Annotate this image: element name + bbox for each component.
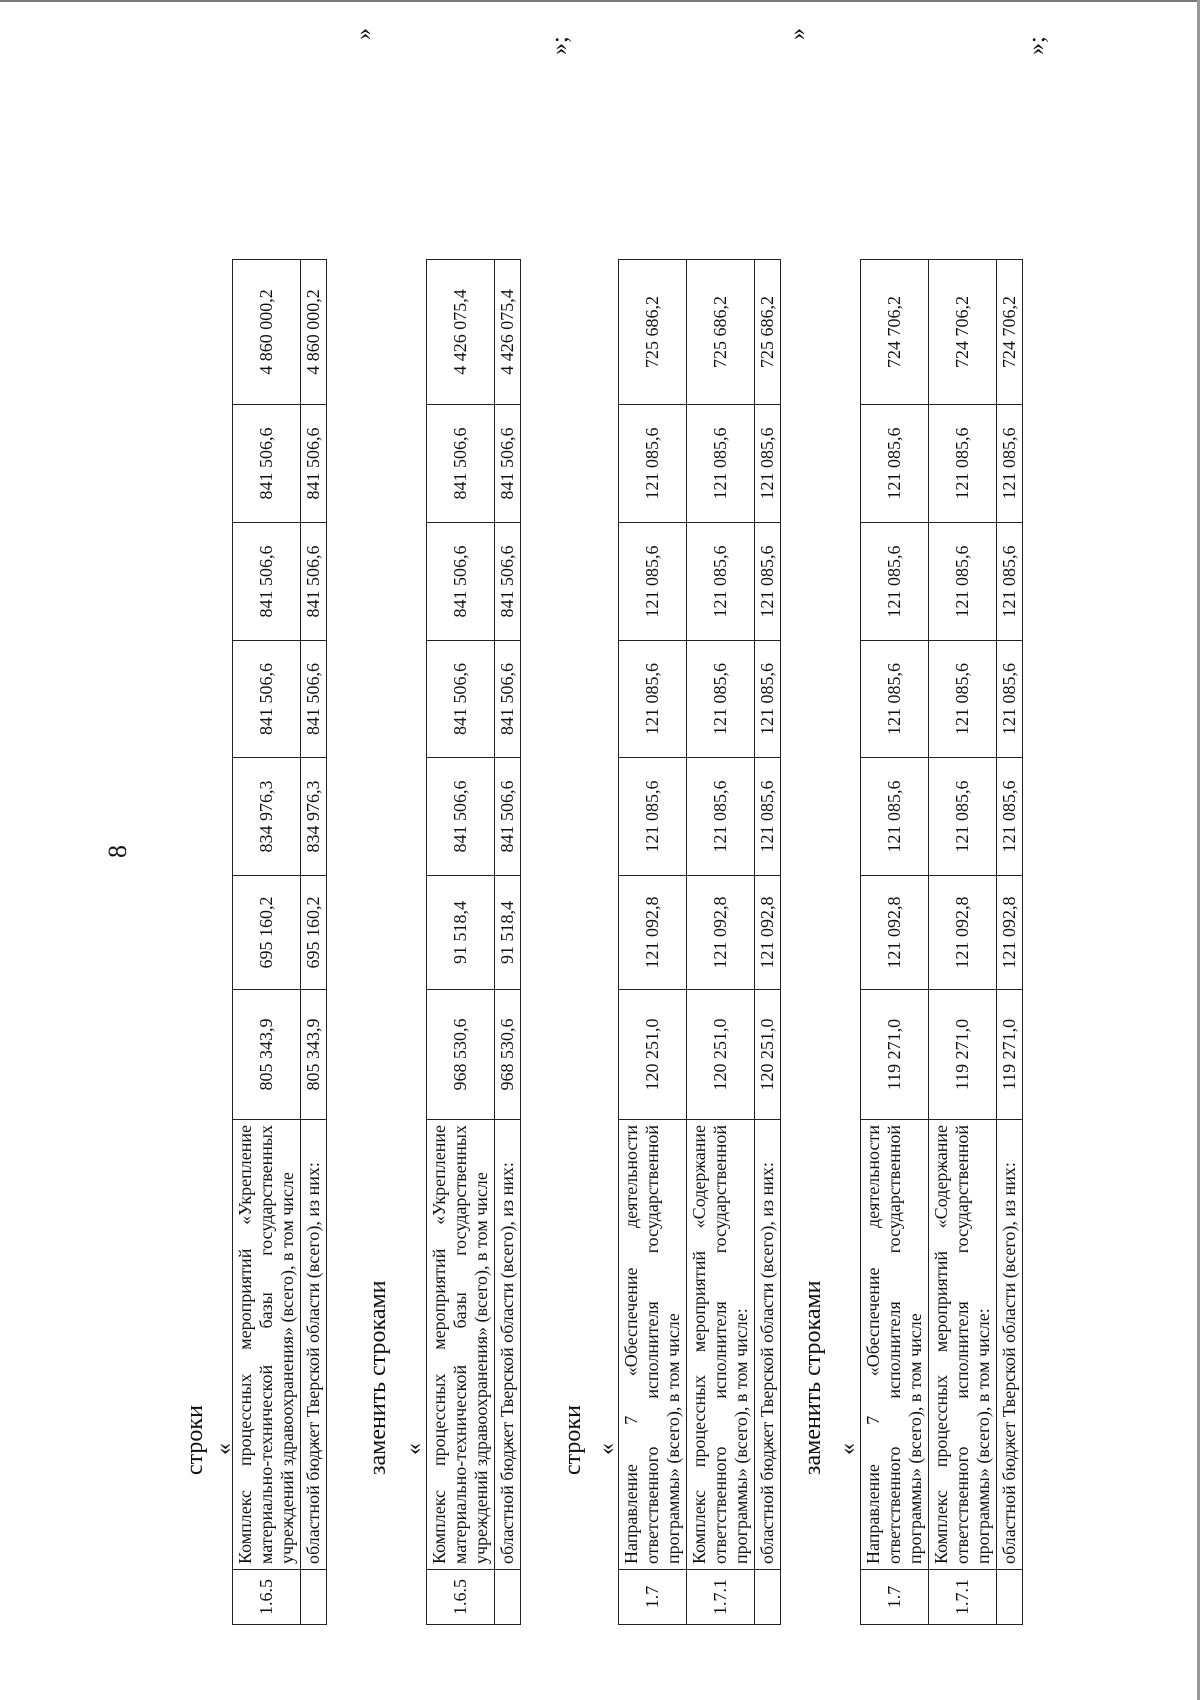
row-number: 1.7.1 (929, 1570, 997, 1625)
row-number (755, 1570, 781, 1625)
row-description: Комплекс процессных мероприятий «Содержание ответственного исполнителя государственной программы» (всего), в том числе: (929, 1120, 997, 1570)
value-cell: 121 085,6 (997, 523, 1023, 641)
close-quote-1: » (351, 28, 377, 40)
value-cell: 841 506,6 (495, 641, 521, 758)
value-cell: 121 085,6 (687, 641, 755, 758)
table-row (301, 260, 327, 1625)
value-cell: 119 271,0 (861, 990, 929, 1120)
value-cell: 968 530,6 (427, 990, 495, 1120)
row-number: 1.7.1 (687, 1570, 755, 1625)
value-cell: 121 092,8 (997, 876, 1023, 990)
value-cell: 120 251,0 (619, 990, 687, 1120)
value-cell: 4 426 075,4 (495, 260, 521, 405)
value-cell: 121 085,6 (619, 405, 687, 523)
table-row (495, 260, 521, 1625)
table-2-body (427, 260, 521, 1625)
row-description: областной бюджет Тверской области (всего), из них: (301, 1120, 327, 1570)
table-1 (232, 259, 327, 1625)
value-cell: 121 085,6 (755, 405, 781, 523)
value-cell: 119 271,0 (929, 990, 997, 1120)
row-description: Направление 7 «Обеспечение деятельности ответственного исполнителя государственной программы» (всего), в том числе (861, 1120, 929, 1570)
value-cell: 121 092,8 (619, 876, 687, 990)
value-cell: 841 506,6 (427, 523, 495, 641)
value-cell: 968 530,6 (495, 990, 521, 1120)
row-number (301, 1570, 327, 1625)
value-cell: 121 092,8 (929, 876, 997, 990)
value-cell: 121 085,6 (861, 523, 929, 641)
close-quote-4: »; (1024, 36, 1050, 55)
value-cell: 121 085,6 (619, 641, 687, 758)
value-cell: 4 426 075,4 (427, 260, 495, 405)
table-row (619, 260, 687, 1625)
table-row (755, 260, 781, 1625)
row-description: областной бюджет Тверской области (всего), из них: (495, 1120, 521, 1570)
value-cell: 120 251,0 (755, 990, 781, 1120)
value-cell: 121 085,6 (929, 523, 997, 641)
value-cell: 119 271,0 (997, 990, 1023, 1120)
value-cell: 841 506,6 (233, 523, 301, 641)
value-cell: 121 085,6 (861, 758, 929, 876)
table-4-body (861, 260, 1023, 1625)
value-cell: 91 518,4 (495, 876, 521, 990)
value-cell: 841 506,6 (427, 405, 495, 523)
value-cell: 121 085,6 (687, 758, 755, 876)
close-quote-2: »; (547, 36, 573, 55)
value-cell: 120 251,0 (687, 990, 755, 1120)
row-number: 1.6.5 (233, 1570, 301, 1625)
value-cell: 121 085,6 (619, 523, 687, 641)
table-row (929, 260, 997, 1625)
value-cell: 121 085,6 (929, 405, 997, 523)
row-number: 1.6.5 (427, 1570, 495, 1625)
value-cell: 121 092,8 (861, 876, 929, 990)
label-stroki-1: строки (182, 1405, 208, 1475)
value-cell: 834 976,3 (301, 758, 327, 876)
open-quote-4: « (835, 1443, 861, 1455)
row-description: Направление 7 «Обеспечение деятельности ответственного исполнителя государственной программы» (всего), в том числе (619, 1120, 687, 1570)
value-cell: 725 686,2 (687, 260, 755, 405)
value-cell: 121 085,6 (755, 758, 781, 876)
label-stroki-2: строки (560, 1405, 586, 1475)
value-cell: 724 706,2 (929, 260, 997, 405)
page-number: 8 (103, 845, 132, 858)
value-cell: 725 686,2 (619, 260, 687, 405)
value-cell: 841 506,6 (233, 641, 301, 758)
value-cell: 121 085,6 (687, 405, 755, 523)
value-cell: 841 506,6 (427, 758, 495, 876)
table-2 (426, 259, 521, 1625)
value-cell: 121 085,6 (755, 523, 781, 641)
value-cell: 121 092,8 (755, 876, 781, 990)
value-cell: 841 506,6 (495, 405, 521, 523)
value-cell: 841 506,6 (495, 523, 521, 641)
table-1-body (233, 260, 327, 1625)
value-cell: 121 085,6 (929, 758, 997, 876)
table-row (233, 260, 301, 1625)
value-cell: 121 085,6 (997, 758, 1023, 876)
value-cell: 121 085,6 (929, 641, 997, 758)
table-4 (860, 259, 1023, 1625)
row-number (495, 1570, 521, 1625)
row-description: Комплекс процессных мероприятий «Укрепление материально-технической базы государственных учреждений здравоохранения» (всего), в том числе (233, 1120, 301, 1570)
value-cell: 805 343,9 (301, 990, 327, 1120)
open-quote-1: « (211, 1443, 237, 1455)
table-row (997, 260, 1023, 1625)
value-cell: 841 506,6 (301, 523, 327, 641)
value-cell: 4 860 000,2 (233, 260, 301, 405)
value-cell: 91 518,4 (427, 876, 495, 990)
table-3 (618, 259, 781, 1625)
value-cell: 121 085,6 (997, 641, 1023, 758)
value-cell: 724 706,2 (861, 260, 929, 405)
row-description: Комплекс процессных мероприятий «Укрепление материально-технической базы государственных учреждений здравоохранения» (всего), в том числе (427, 1120, 495, 1570)
value-cell: 121 085,6 (861, 641, 929, 758)
value-cell: 841 506,6 (301, 641, 327, 758)
table-row (861, 260, 929, 1625)
row-number: 1.7 (619, 1570, 687, 1625)
value-cell: 841 506,6 (233, 405, 301, 523)
label-zamenit-2: заменить строками (800, 1280, 826, 1475)
value-cell: 724 706,2 (997, 260, 1023, 405)
value-cell: 725 686,2 (755, 260, 781, 405)
row-description: Комплекс процессных мероприятий «Содержание ответственного исполнителя государственной программы» (всего), в том числе: (687, 1120, 755, 1570)
value-cell: 841 506,6 (427, 641, 495, 758)
value-cell: 841 506,6 (495, 758, 521, 876)
value-cell: 834 976,3 (233, 758, 301, 876)
open-quote-3: « (594, 1443, 620, 1455)
table-row (687, 260, 755, 1625)
value-cell: 805 343,9 (233, 990, 301, 1120)
value-cell: 695 160,2 (233, 876, 301, 990)
value-cell: 121 085,6 (687, 523, 755, 641)
table-3-body (619, 260, 781, 1625)
open-quote-2: « (401, 1443, 427, 1455)
value-cell: 121 085,6 (861, 405, 929, 523)
value-cell: 841 506,6 (301, 405, 327, 523)
row-description: областной бюджет Тверской области (всего), из них: (997, 1120, 1023, 1570)
close-quote-3: » (785, 28, 811, 40)
value-cell: 695 160,2 (301, 876, 327, 990)
value-cell: 121 085,6 (619, 758, 687, 876)
row-description: областной бюджет Тверской области (всего), из них: (755, 1120, 781, 1570)
value-cell: 121 092,8 (687, 876, 755, 990)
row-number: 1.7 (861, 1570, 929, 1625)
label-zamenit-1: заменить строками (365, 1280, 391, 1475)
value-cell: 4 860 000,2 (301, 260, 327, 405)
row-number (997, 1570, 1023, 1625)
table-row (427, 260, 495, 1625)
value-cell: 121 085,6 (755, 641, 781, 758)
value-cell: 121 085,6 (997, 405, 1023, 523)
